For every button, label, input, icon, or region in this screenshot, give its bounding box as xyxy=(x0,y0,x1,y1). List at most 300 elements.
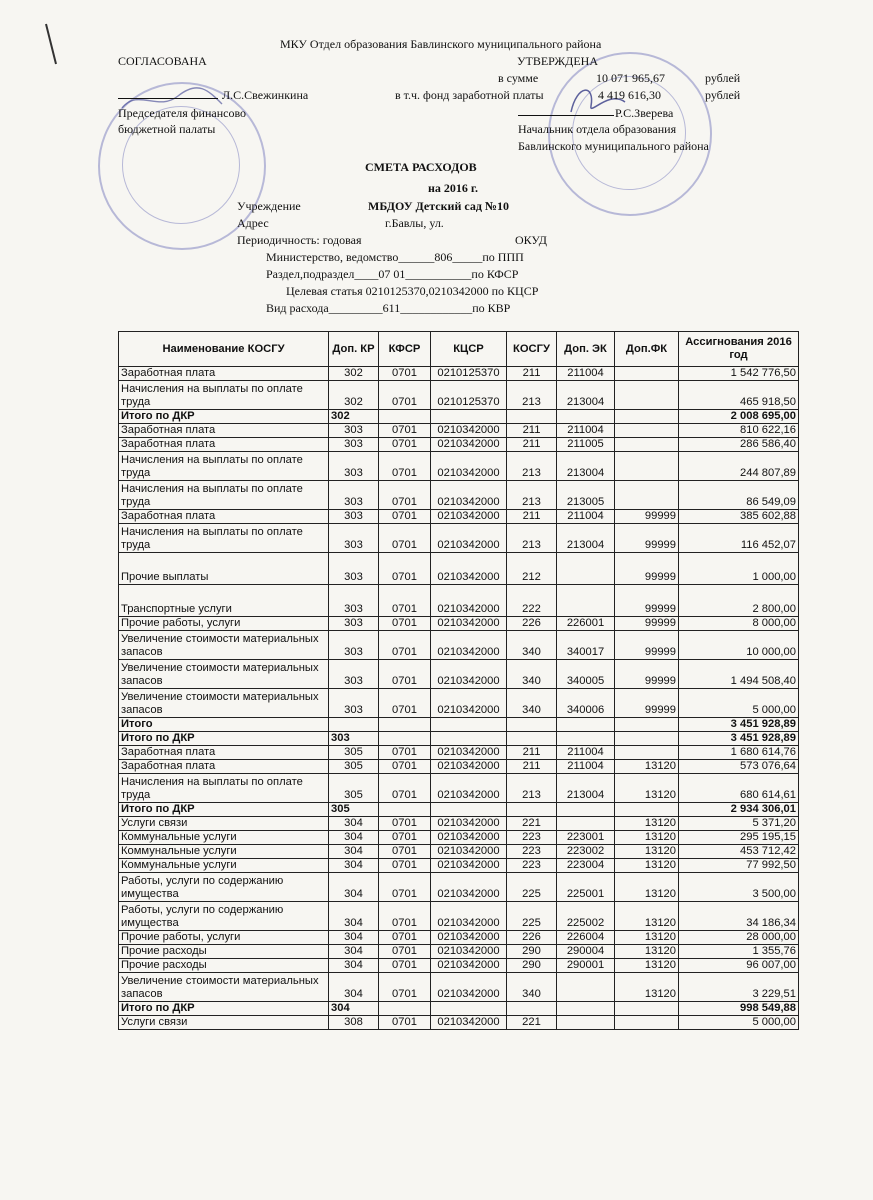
kosgu-name-cell: Заработная плата xyxy=(119,424,329,438)
institution-label: Учреждение xyxy=(237,199,301,213)
kcsr-cell: 0210342000 xyxy=(431,973,507,1002)
allocation-cell: 28 000,00 xyxy=(679,931,799,945)
wage-fund-label: в т.ч. фонд заработной платы xyxy=(395,88,544,102)
dop-ek-cell: 340006 xyxy=(557,689,615,718)
table-row xyxy=(119,481,799,510)
dop-fk-cell: 13120 xyxy=(615,859,679,873)
kcsr-cell: 0210342000 xyxy=(431,585,507,617)
kcsr-cell xyxy=(431,410,507,424)
dop-kr-cell: 302 xyxy=(329,381,379,410)
kfsr-cell: 0701 xyxy=(379,859,431,873)
kcsr-cell: 0210342000 xyxy=(431,553,507,585)
dop-ek-cell: 213004 xyxy=(557,524,615,553)
dop-kr-cell: 303 xyxy=(329,631,379,660)
kcsr-cell: 0210342000 xyxy=(431,902,507,931)
kfsr-cell: 0701 xyxy=(379,660,431,689)
kosgu-cell: 213 xyxy=(507,481,557,510)
kfsr-cell: 0701 xyxy=(379,631,431,660)
kfsr-cell xyxy=(379,1002,431,1016)
table-row xyxy=(119,367,799,381)
table-total-row xyxy=(119,803,799,817)
table-row xyxy=(119,524,799,553)
table-row xyxy=(119,973,799,1002)
allocation-cell: 1 355,76 xyxy=(679,945,799,959)
amount-currency: рублей xyxy=(705,71,741,85)
dop-fk-cell xyxy=(615,732,679,746)
kfsr-cell: 0701 xyxy=(379,689,431,718)
kosgu-cell: 223 xyxy=(507,845,557,859)
kosgu-cell: 211 xyxy=(507,424,557,438)
kfsr-cell: 0701 xyxy=(379,817,431,831)
kcsr-cell: 0210342000 xyxy=(431,959,507,973)
kosgu-cell: 225 xyxy=(507,873,557,902)
table-row xyxy=(119,510,799,524)
table-row xyxy=(119,902,799,931)
kosgu-cell: 211 xyxy=(507,367,557,381)
kosgu-cell: 222 xyxy=(507,585,557,617)
kfsr-cell: 0701 xyxy=(379,931,431,945)
allocation-cell: 2 934 306,01 xyxy=(679,803,799,817)
kosgu-cell xyxy=(507,803,557,817)
kcsr-cell: 0210342000 xyxy=(431,689,507,718)
col-header-dop-fk: Доп.ФК xyxy=(615,332,679,367)
dop-ek-cell: 226001 xyxy=(557,617,615,631)
dop-kr-cell: 304 xyxy=(329,873,379,902)
allocation-cell: 8 000,00 xyxy=(679,617,799,631)
dop-kr-cell: 303 xyxy=(329,660,379,689)
allocation-cell: 96 007,00 xyxy=(679,959,799,973)
kcsr-cell: 0210342000 xyxy=(431,760,507,774)
kfsr-cell: 0701 xyxy=(379,973,431,1002)
table-row xyxy=(119,660,799,689)
kosgu-cell: 226 xyxy=(507,931,557,945)
kosgu-name-cell: Итого по ДКР xyxy=(119,732,329,746)
kfsr-cell: 0701 xyxy=(379,438,431,452)
table-row xyxy=(119,553,799,585)
allocation-cell: 1 000,00 xyxy=(679,553,799,585)
kosgu-name-cell: Прочие выплаты xyxy=(119,553,329,585)
dop-fk-cell: 99999 xyxy=(615,524,679,553)
table-row xyxy=(119,831,799,845)
kosgu-name-cell: Увеличение стоимости материальных запасов xyxy=(119,973,329,1002)
dop-fk-cell: 13120 xyxy=(615,831,679,845)
kfsr-cell: 0701 xyxy=(379,873,431,902)
dop-ek-cell: 290004 xyxy=(557,945,615,959)
dop-kr-cell: 304 xyxy=(329,859,379,873)
table-row xyxy=(119,1016,799,1030)
dop-fk-cell xyxy=(615,803,679,817)
table-row xyxy=(119,945,799,959)
dop-kr-cell: 304 xyxy=(329,959,379,973)
table-row xyxy=(119,438,799,452)
dop-ek-cell xyxy=(557,817,615,831)
kcsr-cell: 0210342000 xyxy=(431,481,507,510)
allocation-cell: 3 500,00 xyxy=(679,873,799,902)
allocation-cell: 3 229,51 xyxy=(679,973,799,1002)
allocation-cell: 116 452,07 xyxy=(679,524,799,553)
agreed-label: СОГЛАСОВАНА xyxy=(118,54,207,68)
dop-ek-cell: 340005 xyxy=(557,660,615,689)
kosgu-cell xyxy=(507,718,557,732)
dop-fk-cell: 13120 xyxy=(615,945,679,959)
dop-kr-cell: 302 xyxy=(329,410,379,424)
kcsr-cell xyxy=(431,803,507,817)
expense-line: Вид расхода_________611____________по КВР xyxy=(266,301,511,315)
dop-kr-cell: 303 xyxy=(329,524,379,553)
kfsr-cell: 0701 xyxy=(379,902,431,931)
kosgu-cell: 211 xyxy=(507,510,557,524)
allocation-cell: 573 076,64 xyxy=(679,760,799,774)
kfsr-cell: 0701 xyxy=(379,510,431,524)
dop-kr-cell: 304 xyxy=(329,845,379,859)
doc-year: на 2016 г. xyxy=(428,181,479,195)
allocation-cell: 810 622,16 xyxy=(679,424,799,438)
kcsr-cell: 0210342000 xyxy=(431,452,507,481)
left-signature-line xyxy=(118,98,218,99)
org-name: МКУ Отдел образования Бавлинского муниципального района xyxy=(280,37,602,51)
dop-kr-cell: 304 xyxy=(329,831,379,845)
right-signature-line xyxy=(518,115,614,116)
kcsr-cell: 0210342000 xyxy=(431,438,507,452)
kcsr-cell: 0210125370 xyxy=(431,367,507,381)
kcsr-cell: 0210342000 xyxy=(431,631,507,660)
kosgu-cell: 213 xyxy=(507,381,557,410)
kosgu-cell: 225 xyxy=(507,902,557,931)
kfsr-cell: 0701 xyxy=(379,831,431,845)
dop-ek-cell: 226004 xyxy=(557,931,615,945)
kcsr-cell: 0210342000 xyxy=(431,774,507,803)
kfsr-cell: 0701 xyxy=(379,746,431,760)
amount-value: 10 071 965,67 xyxy=(596,71,665,85)
dop-fk-cell xyxy=(615,410,679,424)
col-header-dop-ek: Доп. ЭК xyxy=(557,332,615,367)
dop-kr-cell: 305 xyxy=(329,803,379,817)
kcsr-cell: 0210342000 xyxy=(431,873,507,902)
kosgu-name-cell: Итого по ДКР xyxy=(119,803,329,817)
allocation-cell: 5 371,20 xyxy=(679,817,799,831)
dop-fk-cell: 13120 xyxy=(615,817,679,831)
col-header-kcsr: КЦСР xyxy=(431,332,507,367)
dop-fk-cell: 99999 xyxy=(615,510,679,524)
kosgu-cell: 213 xyxy=(507,774,557,803)
kosgu-cell: 340 xyxy=(507,660,557,689)
kosgu-name-cell: Заработная плата xyxy=(119,746,329,760)
table-row xyxy=(119,381,799,410)
kosgu-cell: 226 xyxy=(507,617,557,631)
allocation-cell: 86 549,09 xyxy=(679,481,799,510)
kfsr-cell: 0701 xyxy=(379,585,431,617)
margin-mark xyxy=(42,22,62,68)
dop-kr-cell: 303 xyxy=(329,481,379,510)
kcsr-cell: 0210342000 xyxy=(431,1016,507,1030)
kosgu-cell: 213 xyxy=(507,524,557,553)
dop-ek-cell xyxy=(557,718,615,732)
col-header-kosgu-name: Наименование КОСГУ xyxy=(119,332,329,367)
left-signer-name: Л.С.Свежинкина xyxy=(222,88,309,102)
kfsr-cell: 0701 xyxy=(379,959,431,973)
allocation-cell: 465 918,50 xyxy=(679,381,799,410)
dop-ek-cell xyxy=(557,732,615,746)
dop-ek-cell: 213004 xyxy=(557,452,615,481)
table-row xyxy=(119,859,799,873)
dop-ek-cell: 290001 xyxy=(557,959,615,973)
kosgu-name-cell: Заработная плата xyxy=(119,438,329,452)
expense-table xyxy=(118,331,799,1030)
kosgu-name-cell: Увеличение стоимости материальных запасов xyxy=(119,660,329,689)
table-row xyxy=(119,746,799,760)
kfsr-cell: 0701 xyxy=(379,760,431,774)
kfsr-cell: 0701 xyxy=(379,1016,431,1030)
allocation-cell: 244 807,89 xyxy=(679,452,799,481)
kosgu-name-cell: Итого xyxy=(119,718,329,732)
allocation-cell: 295 195,15 xyxy=(679,831,799,845)
dop-ek-cell: 211005 xyxy=(557,438,615,452)
allocation-cell: 3 451 928,89 xyxy=(679,732,799,746)
kcsr-cell: 0210342000 xyxy=(431,524,507,553)
kosgu-name-cell: Коммунальные услуги xyxy=(119,859,329,873)
kfsr-cell: 0701 xyxy=(379,524,431,553)
allocation-cell: 2 800,00 xyxy=(679,585,799,617)
kosgu-name-cell: Коммунальные услуги xyxy=(119,845,329,859)
kcsr-cell xyxy=(431,1002,507,1016)
table-row xyxy=(119,845,799,859)
dop-ek-cell: 211004 xyxy=(557,424,615,438)
allocation-cell: 5 000,00 xyxy=(679,689,799,718)
dop-fk-cell xyxy=(615,438,679,452)
allocation-cell: 34 186,34 xyxy=(679,902,799,931)
dop-kr-cell: 305 xyxy=(329,746,379,760)
dop-fk-cell: 13120 xyxy=(615,760,679,774)
kcsr-cell xyxy=(431,732,507,746)
kfsr-cell: 0701 xyxy=(379,424,431,438)
dop-fk-cell xyxy=(615,367,679,381)
kosgu-cell: 290 xyxy=(507,945,557,959)
dop-fk-cell xyxy=(615,481,679,510)
kosgu-cell: 223 xyxy=(507,831,557,845)
dop-kr-cell: 305 xyxy=(329,760,379,774)
dop-kr-cell: 303 xyxy=(329,617,379,631)
dop-ek-cell: 211004 xyxy=(557,510,615,524)
kosgu-name-cell: Коммунальные услуги xyxy=(119,831,329,845)
dop-ek-cell xyxy=(557,973,615,1002)
dop-fk-cell: 13120 xyxy=(615,902,679,931)
dop-kr-cell: 304 xyxy=(329,945,379,959)
dop-ek-cell xyxy=(557,803,615,817)
kcsr-cell: 0210342000 xyxy=(431,817,507,831)
kfsr-cell: 0701 xyxy=(379,481,431,510)
dop-fk-cell xyxy=(615,746,679,760)
kosgu-name-cell: Услуги связи xyxy=(119,817,329,831)
kosgu-name-cell: Итого по ДКР xyxy=(119,1002,329,1016)
right-position-1: Начальник отдела образования xyxy=(518,122,677,136)
dop-ek-cell xyxy=(557,553,615,585)
kosgu-name-cell: Начисления на выплаты по оплате труда xyxy=(119,452,329,481)
kfsr-cell xyxy=(379,718,431,732)
kosgu-name-cell: Работы, услуги по содержанию имущества xyxy=(119,873,329,902)
dop-kr-cell: 303 xyxy=(329,553,379,585)
dop-fk-cell: 99999 xyxy=(615,660,679,689)
kosgu-name-cell: Заработная плата xyxy=(119,367,329,381)
dop-ek-cell xyxy=(557,1002,615,1016)
allocation-cell: 1 542 776,50 xyxy=(679,367,799,381)
kcsr-cell: 0210342000 xyxy=(431,831,507,845)
kcsr-cell: 0210342000 xyxy=(431,845,507,859)
target-line: Целевая статья 0210125370,0210342000 по КЦСР xyxy=(286,284,539,298)
kosgu-name-cell: Прочие расходы xyxy=(119,945,329,959)
section-line: Раздел,подраздел____07 01___________по КФСР xyxy=(266,267,519,281)
kosgu-cell: 340 xyxy=(507,689,557,718)
dop-ek-cell: 223004 xyxy=(557,859,615,873)
allocation-cell: 453 712,42 xyxy=(679,845,799,859)
table-row xyxy=(119,959,799,973)
okud-label: ОКУД xyxy=(515,233,547,247)
kfsr-cell xyxy=(379,410,431,424)
dop-ek-cell: 211004 xyxy=(557,367,615,381)
left-position-2: бюджетной палаты xyxy=(118,122,216,136)
dop-fk-cell: 13120 xyxy=(615,959,679,973)
amount-label: в сумме xyxy=(498,71,539,85)
dop-kr-cell: 303 xyxy=(329,510,379,524)
dop-fk-cell: 99999 xyxy=(615,553,679,585)
allocation-cell: 680 614,61 xyxy=(679,774,799,803)
dop-kr-cell: 303 xyxy=(329,732,379,746)
dop-ek-cell: 213004 xyxy=(557,381,615,410)
kfsr-cell: 0701 xyxy=(379,381,431,410)
kfsr-cell: 0701 xyxy=(379,774,431,803)
table-total-row xyxy=(119,410,799,424)
kfsr-cell: 0701 xyxy=(379,452,431,481)
kfsr-cell: 0701 xyxy=(379,617,431,631)
table-row xyxy=(119,585,799,617)
dop-kr-cell: 303 xyxy=(329,452,379,481)
table-row xyxy=(119,774,799,803)
allocation-cell: 286 586,40 xyxy=(679,438,799,452)
kosgu-name-cell: Начисления на выплаты по оплате труда xyxy=(119,774,329,803)
kcsr-cell: 0210342000 xyxy=(431,617,507,631)
kosgu-cell: 290 xyxy=(507,959,557,973)
dop-ek-cell xyxy=(557,410,615,424)
kosgu-cell xyxy=(507,410,557,424)
kosgu-cell: 340 xyxy=(507,631,557,660)
kosgu-name-cell: Увеличение стоимости материальных запасов xyxy=(119,689,329,718)
dop-fk-cell: 99999 xyxy=(615,585,679,617)
dop-kr-cell: 303 xyxy=(329,689,379,718)
allocation-cell: 3 451 928,89 xyxy=(679,718,799,732)
kosgu-name-cell: Работы, услуги по содержанию имущества xyxy=(119,902,329,931)
kosgu-name-cell: Увеличение стоимости материальных запасов xyxy=(119,631,329,660)
kosgu-name-cell: Прочие расходы xyxy=(119,959,329,973)
table-row xyxy=(119,931,799,945)
col-header-allocations: Ассигнования 2016 год xyxy=(679,332,799,367)
col-header-dop-kr: Доп. КР xyxy=(329,332,379,367)
dop-ek-cell: 211004 xyxy=(557,760,615,774)
kosgu-cell: 223 xyxy=(507,859,557,873)
dop-fk-cell: 13120 xyxy=(615,873,679,902)
table-total-row xyxy=(119,732,799,746)
dop-ek-cell: 223001 xyxy=(557,831,615,845)
kfsr-cell: 0701 xyxy=(379,945,431,959)
dop-ek-cell: 213005 xyxy=(557,481,615,510)
dop-kr-cell: 303 xyxy=(329,585,379,617)
kcsr-cell: 0210342000 xyxy=(431,931,507,945)
kosgu-cell: 211 xyxy=(507,760,557,774)
kcsr-cell: 0210342000 xyxy=(431,510,507,524)
kosgu-name-cell: Транспортные услуги xyxy=(119,585,329,617)
kcsr-cell: 0210342000 xyxy=(431,424,507,438)
kosgu-cell: 213 xyxy=(507,452,557,481)
dop-fk-cell xyxy=(615,718,679,732)
col-header-kosgu: КОСГУ xyxy=(507,332,557,367)
table-row xyxy=(119,817,799,831)
allocation-cell: 77 992,50 xyxy=(679,859,799,873)
kosgu-name-cell: Прочие работы, услуги xyxy=(119,931,329,945)
dop-fk-cell xyxy=(615,1016,679,1030)
wage-fund-currency: рублей xyxy=(705,88,741,102)
table-row xyxy=(119,424,799,438)
table-row xyxy=(119,873,799,902)
table-row xyxy=(119,760,799,774)
dop-kr-cell: 303 xyxy=(329,438,379,452)
kosgu-name-cell: Заработная плата xyxy=(119,760,329,774)
right-position-2: Бавлинского муниципального района xyxy=(518,139,709,153)
kosgu-name-cell: Услуги связи xyxy=(119,1016,329,1030)
kosgu-name-cell: Заработная плата xyxy=(119,510,329,524)
address-value: г.Бавлы, ул. xyxy=(385,216,444,230)
right-signer-name: Р.С.Зверева xyxy=(615,106,674,120)
kfsr-cell xyxy=(379,803,431,817)
kosgu-cell: 221 xyxy=(507,1016,557,1030)
dop-ek-cell xyxy=(557,585,615,617)
kosgu-name-cell: Итого по ДКР xyxy=(119,410,329,424)
allocation-cell: 5 000,00 xyxy=(679,1016,799,1030)
dop-fk-cell: 99999 xyxy=(615,689,679,718)
dop-fk-cell: 13120 xyxy=(615,774,679,803)
table-row xyxy=(119,631,799,660)
allocation-cell: 1 494 508,40 xyxy=(679,660,799,689)
dop-ek-cell: 340017 xyxy=(557,631,615,660)
kosgu-cell: 340 xyxy=(507,973,557,1002)
dop-kr-cell xyxy=(329,718,379,732)
kosgu-name-cell: Начисления на выплаты по оплате труда xyxy=(119,524,329,553)
dop-ek-cell xyxy=(557,1016,615,1030)
left-position-1: Председателя финансово xyxy=(118,106,247,120)
table-row xyxy=(119,452,799,481)
approved-label: УТВЕРЖДЕНА xyxy=(517,54,599,68)
kosgu-cell xyxy=(507,1002,557,1016)
ministry-line: Министерство, ведомство______806_____по ППП xyxy=(266,250,524,264)
allocation-cell: 10 000,00 xyxy=(679,631,799,660)
allocation-cell: 2 008 695,00 xyxy=(679,410,799,424)
dop-fk-cell: 13120 xyxy=(615,845,679,859)
kosgu-cell: 211 xyxy=(507,438,557,452)
table-row xyxy=(119,689,799,718)
dop-ek-cell: 213004 xyxy=(557,774,615,803)
dop-kr-cell: 304 xyxy=(329,1002,379,1016)
table-header-row xyxy=(119,332,799,367)
dop-kr-cell: 304 xyxy=(329,817,379,831)
kcsr-cell: 0210342000 xyxy=(431,746,507,760)
kfsr-cell xyxy=(379,732,431,746)
dop-fk-cell xyxy=(615,1002,679,1016)
dop-fk-cell: 99999 xyxy=(615,617,679,631)
institution-name: МБДОУ Детский сад №10 xyxy=(368,199,509,213)
allocation-cell: 1 680 614,76 xyxy=(679,746,799,760)
dop-ek-cell: 225002 xyxy=(557,902,615,931)
kosgu-cell: 212 xyxy=(507,553,557,585)
doc-title: СМЕТА РАСХОДОВ xyxy=(365,160,477,174)
dop-kr-cell: 308 xyxy=(329,1016,379,1030)
dop-fk-cell: 13120 xyxy=(615,973,679,1002)
